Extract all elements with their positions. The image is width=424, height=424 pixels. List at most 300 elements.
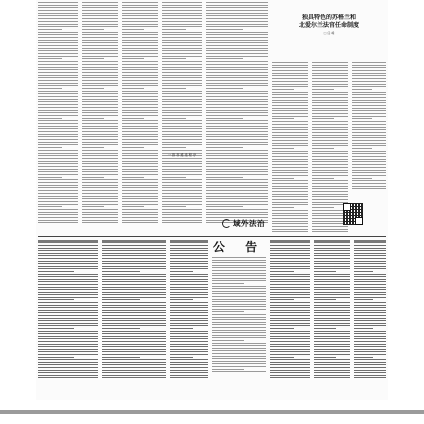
text-line [270,351,310,352]
text-line [82,161,118,162]
text-line [38,333,98,334]
text-line [162,2,202,3]
text-line [212,361,266,362]
text-line [272,204,308,205]
text-line [122,204,158,205]
text-line [82,10,118,11]
text-line [314,302,350,303]
text-line [206,91,268,92]
text-line [170,299,193,300]
text-line [270,284,310,285]
text-line [212,301,266,302]
text-line [170,357,193,358]
text-line [314,271,336,272]
text-line [170,261,208,262]
text-line [312,180,348,181]
text-line [314,274,350,275]
headline-line-2: 北爱尔兰法官任命制度 [298,22,359,29]
text-line [82,53,118,54]
text-line [82,204,118,205]
text-line [352,161,386,162]
text-line [354,357,373,358]
text-line [162,15,202,16]
text-line [38,310,98,311]
notice-heading-bar [270,240,310,243]
text-line [312,229,348,230]
text-line [122,136,158,137]
text-line [170,370,208,371]
text-line [314,310,350,311]
text-line [122,85,158,86]
text-line [354,258,386,259]
text-line [270,307,310,308]
text-line [352,118,372,119]
text-line [82,75,118,76]
text-line [314,349,350,350]
text-line [272,178,294,179]
text-line [82,24,118,25]
text-line [312,175,348,176]
text-line [314,315,350,316]
text-line [122,96,158,97]
text-line [162,169,202,170]
text-line [82,37,118,38]
notice-column-4 [270,240,310,380]
text-line [206,99,268,100]
text-line [82,101,118,102]
text-line [38,193,78,194]
text-line [38,158,78,159]
text-line [170,274,208,275]
text-line [122,214,158,215]
text-line [206,26,268,27]
text-line [354,364,386,365]
text-line [270,375,310,376]
text-line [354,312,386,313]
text-line [162,29,186,30]
text-line [212,275,266,276]
text-line [122,69,158,70]
text-line [206,53,268,54]
text-line [170,315,208,316]
text-line [212,319,266,320]
article-column-2 [82,2,118,227]
text-line [162,96,202,97]
text-line [206,198,268,199]
text-line [122,67,158,68]
text-line [272,124,308,125]
text-line [270,325,310,326]
text-line [352,172,386,173]
text-line [82,144,118,145]
text-line [354,331,386,332]
text-line [122,177,144,178]
text-line [314,255,350,256]
text-line [38,344,98,345]
text-line [162,10,202,11]
text-line [162,24,202,25]
text-line [122,150,158,151]
text-line [212,363,266,364]
text-line [102,284,166,285]
text-line [122,10,158,11]
text-line [38,139,78,140]
text-line [312,124,348,125]
text-line [270,359,310,360]
text-line [314,248,350,249]
text-line [38,144,78,145]
text-line [312,183,348,184]
text-line [206,169,268,170]
text-line [354,359,386,360]
text-line [314,281,350,282]
text-line [162,131,202,132]
text-line [312,94,348,95]
text-line [212,257,266,258]
text-line [122,155,158,156]
text-line [314,359,350,360]
text-line [102,263,166,264]
text-line [206,166,268,167]
text-line [38,328,74,329]
text-line [38,126,78,127]
text-line [272,159,308,160]
text-line [38,204,78,205]
text-line [352,159,386,160]
text-line [312,148,334,149]
text-line [314,362,350,363]
text-line [272,135,308,136]
text-line [206,163,268,164]
text-line [314,297,350,298]
text-line [38,161,78,162]
text-line [170,307,208,308]
text-line [122,15,158,16]
text-line [212,332,266,333]
text-line [270,250,310,251]
text-line [212,309,266,310]
text-line [38,250,98,251]
text-line [102,346,166,347]
text-line [162,220,202,221]
text-line [82,131,118,132]
text-line [272,207,294,208]
text-line [206,29,243,30]
text-line [38,45,78,46]
text-line [122,110,158,111]
text-line [270,318,310,319]
text-line [272,213,308,214]
text-line [272,188,308,189]
text-line [206,118,243,119]
text-line [354,271,373,272]
text-line [38,58,62,59]
text-line [38,42,78,43]
text-line [270,372,310,373]
text-line [82,136,118,137]
text-line [352,89,372,90]
text-line [354,328,373,329]
text-line [314,354,350,355]
text-line [212,283,244,284]
text-line [354,377,386,378]
text-line [354,297,386,298]
text-line [38,120,78,121]
text-line [270,274,310,275]
text-line [312,164,348,165]
text-line [314,299,336,300]
text-line [162,13,202,14]
text-line [206,18,268,19]
text-line [162,34,202,35]
text-line [272,161,308,162]
text-line [38,163,78,164]
text-line [314,284,350,285]
text-line [162,214,202,215]
text-line [38,351,98,352]
text-line [162,150,202,151]
text-line [312,116,348,117]
text-line [272,118,294,119]
text-line [102,377,166,378]
text-line [82,58,104,59]
text-line [212,278,266,279]
text-line [270,276,310,277]
text-line [82,32,118,33]
text-line [170,245,208,246]
text-line [82,128,118,129]
text-line [352,135,386,136]
text-line [38,99,78,100]
text-line [312,153,348,154]
text-line [312,199,348,200]
text-line [312,78,348,79]
text-line [122,34,158,35]
text-line [272,194,308,195]
text-line [162,209,202,210]
text-line [206,107,268,108]
text-line [354,255,386,256]
text-line [162,26,202,27]
text-line [102,370,166,371]
text-line [212,366,266,367]
text-line [122,217,158,218]
page-bottom-band [0,410,424,414]
text-line [206,204,268,205]
text-line [272,73,308,74]
text-line [212,262,266,263]
text-line [212,291,266,292]
text-line [352,156,386,157]
text-line [162,204,202,205]
text-line [354,346,386,347]
text-line [272,86,308,87]
text-line [38,40,78,41]
text-line [270,315,310,316]
text-line [82,220,118,221]
text-line [38,214,78,215]
text-line [206,126,268,127]
text-line [206,37,268,38]
text-line [38,77,78,78]
text-line [206,115,268,116]
text-line [122,72,158,73]
text-line [272,105,308,106]
text-line [38,75,78,76]
text-line [270,305,310,306]
text-line [38,15,78,16]
text-line [354,320,386,321]
text-line [170,341,208,342]
text-line [162,50,202,51]
text-line [122,75,158,76]
text-line [162,206,186,207]
text-line [312,156,348,157]
text-line [170,377,208,378]
text-line [206,190,268,191]
text-line [102,258,166,259]
text-line [212,265,266,266]
text-line [102,261,166,262]
notice-column-5 [314,240,350,380]
text-line [352,86,386,87]
text-line [312,62,348,63]
text-line [354,284,386,285]
text-line [312,129,348,130]
text-line [122,209,158,210]
notice-column-1 [38,240,98,380]
text-line [272,132,308,133]
text-line [102,336,166,337]
text-line [122,99,158,100]
text-line [162,161,202,162]
text-line [38,18,78,19]
text-line [38,10,78,11]
text-line [162,177,186,178]
text-line [38,166,78,167]
text-line [38,32,78,33]
text-line [314,346,350,347]
text-line [270,289,310,290]
text-line [270,299,294,300]
text-line [82,72,118,73]
text-line [122,193,158,194]
text-line [212,314,266,315]
text-line [272,67,308,68]
text-line [352,170,386,171]
text-line [206,150,268,151]
text-line [162,67,202,68]
text-line [312,65,348,66]
text-line [314,287,350,288]
text-line [122,174,158,175]
text-line [272,145,308,146]
text-line [170,320,208,321]
byline: □ 任 峰 [323,31,335,35]
notice-heading-bar [102,240,166,243]
text-line [38,91,78,92]
text-line [122,7,158,8]
text-line [82,93,118,94]
text-line [270,263,310,264]
text-line [272,215,308,216]
text-line [312,188,348,189]
text-line [38,318,98,319]
text-line [122,158,158,159]
text-line [170,362,208,363]
text-line [270,310,310,311]
brand-text: 域外法治 [233,219,265,228]
text-line [270,261,310,262]
text-line [122,88,144,89]
text-line [102,255,166,256]
notice-heading-bar [354,240,386,243]
text-line [38,370,98,371]
text-line [102,344,166,345]
text-line [170,328,193,329]
text-line [82,196,118,197]
text-line [82,214,118,215]
text-line [82,110,118,111]
text-line [82,209,118,210]
text-line [354,268,386,269]
text-line [312,145,348,146]
text-line [354,372,386,373]
text-line [352,73,386,74]
text-line [206,88,243,89]
text-line [102,294,166,295]
text-line [206,110,268,111]
text-line [206,139,268,140]
text-line [314,333,350,334]
text-line [38,118,62,119]
text-line [122,64,158,65]
text-line [206,96,268,97]
text-line [82,21,118,22]
text-line [352,81,386,82]
text-line [314,377,350,378]
text-line [352,110,386,111]
text-line [38,201,78,202]
text-line [38,364,98,365]
text-line [352,178,372,179]
text-line [212,322,266,323]
text-line [272,100,308,101]
text-line [122,166,158,167]
text-line [38,222,78,223]
text-line [122,107,158,108]
text-line [314,261,350,262]
text-line [38,307,98,308]
text-line [270,344,310,345]
text-line [102,372,166,373]
text-line [162,56,202,57]
text-line [82,120,118,121]
text-line [212,273,266,274]
text-line [206,15,268,16]
text-line [312,97,348,98]
text-line [38,34,78,35]
text-line [272,199,308,200]
text-line [212,356,266,357]
text-line [312,73,348,74]
text-line [206,120,268,121]
text-line [206,185,268,186]
text-line [38,67,78,68]
text-line [162,83,202,84]
text-line [272,180,308,181]
text-line [272,210,308,211]
